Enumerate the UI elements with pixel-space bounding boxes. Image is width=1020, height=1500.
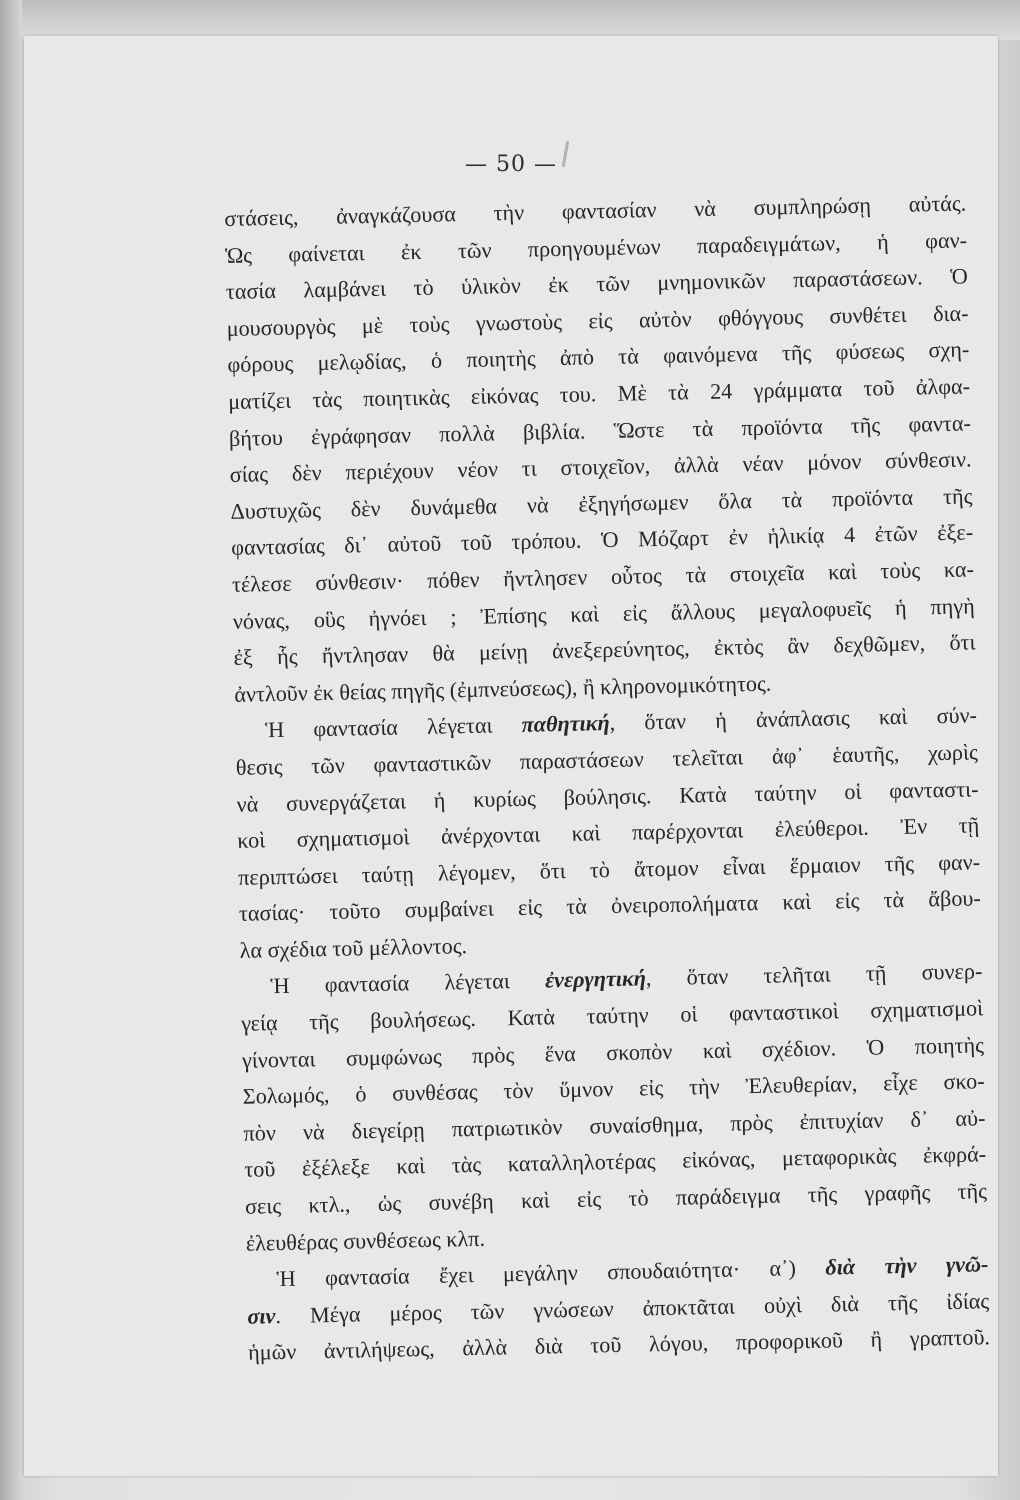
text-line: νὰ συνεργάζεται ἡ κυρίως βούλησις. Κατὰ ταύτην οἱ φανταστι- [236,775,979,817]
text-line: Ὡς φαίνεται ἐκ τῶν προηγουμένων παραδειγμάτων, ἡ φαν- [224,227,968,268]
text-segment: , ὅταν ἡ ἀνάπλασις καὶ σύν- [609,702,978,736]
text-line: στάσεις, ἀναγκάζουσα τὴν φαντασίαν νὰ συμπληρώσῃ αὐτάς. [224,190,967,231]
text-line: ἐλευθέρας συνθέσεως κλπ. [245,1225,486,1256]
text-line: λα σχέδια τοῦ μέλλοντος. [239,932,468,963]
text-line: φαντασίας δι᾿ αὐτοῦ τοῦ τρόπου. Ὁ Μόζαρτ ἐν ἡλικίᾳ 4 ἐτῶν ἐξε- [231,519,974,561]
text-line: γίνονται συμφώνως πρὸς ἕνα σκοπὸν καὶ σχέδιον. Ὁ ποιητὴς [241,1031,985,1073]
text-line: περιπτώσει ταύτῃ λέγομεν, ὅτι τὸ ἄτομον εἶναι ἕρμαιον τῆς φαν- [237,849,981,890]
text-line: μουσουργὸς μὲ τοὺς γνωστοὺς εἰς αὐτὸν φθόγγους συνθέτει δια- [226,300,969,341]
text-segment: Ἡ φαντασία λέγεται [270,967,546,999]
text-line: τοῦ ἐξέλεξε καὶ τὰς καταλληλοτέρας εἰκόνας, μεταφορικὰς ἐκφρά- [244,1141,987,1183]
text-line: νόνας, οὓς ἠγνόει ; Ἐπίσης καὶ εἰς ἄλλους μεγαλοφυεῖς ἡ πηγὴ [232,592,975,634]
body-text [224,185,990,1371]
text-line: σίας δὲν περιέχουν νέον τι στοιχεῖον, ἀλλὰ νέαν μόνον σύνθεσιν. [229,446,972,488]
text-segment: Ἡ φαντασία ἔχει μεγάλην σπουδαιότητα· α᾿) [276,1254,826,1292]
page-number: — 50 — [465,152,557,177]
text-segment: , ὅταν τελῆται τῇ συνερ- [645,958,983,991]
emphasized-term: σιν [247,1302,276,1329]
text-line: τασία λαμβάνει τὸ ὑλικὸν ἐκ τῶν μνημονικῶν παραστάσεων. Ὁ [225,263,968,305]
text-line: θεσις τῶν φανταστικῶν παραστάσεων τελεῖται ἀφ᾿ ἑαυτῆς, χωρὶς [235,739,978,780]
emphasized-term: ἐνεργητική [544,965,647,993]
text-line: κοὶ σχηματισμοὶ ἀνέρχονται καὶ παρέρχονται ἐλεύθεροι. Ἐν τῇ [237,812,980,853]
text-line: τασίας· τοῦτο συμβαίνει εἰς τὰ ὀνειροπολήματα καὶ εἰς τὰ ἄβου- [238,885,982,927]
text-line: ἐξ ἧς ἤντλησαν θὰ μείνῃ ἀνεξερεύνητος, ἐκτὸς ἂν δεχθῶμεν, ὅτι [233,629,976,671]
text-line: σεις κτλ., ὡς συνέβη καὶ εἰς τὸ παράδειγμα τῆς γραφῆς τῆς [244,1178,988,1219]
scan-left-edge [0,0,22,1500]
text-line: βήτου ἐγράφησαν πολλὰ βιβλία. Ὥστε τὰ προϊόντα τῆς φαντα- [228,409,972,451]
text-line: ματίζει τὰς ποιητικὰς εἰκόνας του. Μὲ τὰ 24 γράμματα τοῦ ἀλφα- [227,373,971,414]
text-line: Σολωμός, ὁ συνθέσας τὸν ὕμνον εἰς τὴν Ἐλευθερίαν, εἶχε σκο- [242,1068,985,1110]
text-segment: . Μέγα μέρος τῶν γνώσεων ἀποκτᾶται οὐχὶ διὰ τῆς ἰδίας [275,1288,990,1328]
text-line: ἡμῶν ἀντιλήψεως, ἀλλὰ διὰ τοῦ λόγου, προφορικοῦ ἢ γραπτοῦ. [247,1324,991,1366]
text-line: τέλεσε σύνθεσιν· πόθεν ἤντλησεν οὗτος τὰ στοιχεῖα καὶ τοὺς κα- [231,556,975,597]
text-line: ἀντλοῦν ἐκ θείας πηγῆς (ἐμπνεύσεως), ἢ κληρονομικότητος. [234,670,772,707]
text-segment: Ἡ φαντασία λέγεται [264,712,522,743]
book-page [24,36,998,1476]
emphasized-term: παθητική [521,710,610,738]
text-line: Δυστυχῶς δὲν δυνάμεθα νὰ ἐξηγήσωμεν ὅλα τὰ προϊόντα τῆς [230,483,973,524]
scan-top-edge [0,0,1020,40]
text-line: πὸν νὰ διεγείρῃ πατριωτικὸν συναίσθημα, πρὸς ἐπιτυχίαν δ᾿ αὐ- [243,1105,986,1146]
emphasized-term: διὰ τὴν γνῶ- [825,1251,989,1280]
text-line: γείᾳ τῆς βουλήσεως. Κατὰ ταύτην οἱ φανταστικοὶ σχηματισμοὶ [240,995,984,1036]
text-line: φόρους μελῳδίας, ὁ ποιητὴς ἀπὸ τὰ φαινόμενα τῆς φύσεως σχη- [227,336,970,378]
